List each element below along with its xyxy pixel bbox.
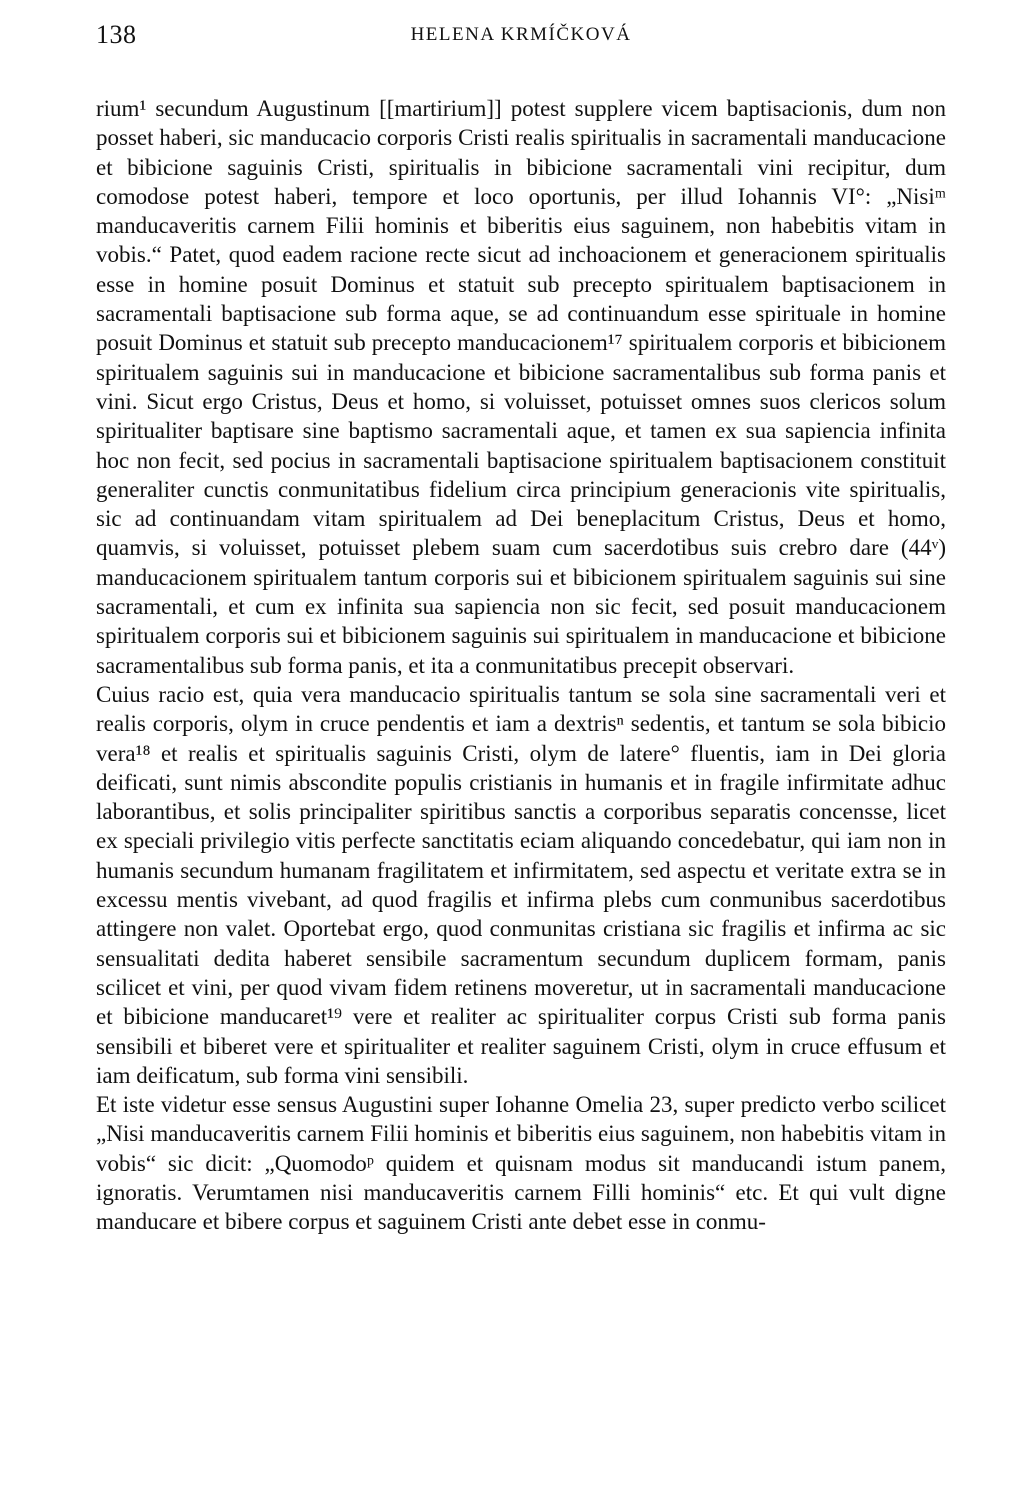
page-number: 138: [96, 20, 137, 49]
running-head: [96, 0, 946, 70]
paragraph: Et iste videtur esse sensus Augustini super Iohanne Omelia 23, super predicto verbo scilicet „Nisi manducaveritis carnem Filii hominis et biberitis eius saguinem, non habebitis vitam in vobis“ sic dicit: „Quomodoᵖ quidem et quisnam modus sit manducandi istum panem, ignoratis. Verumtamen nisi manducaveritis carnem Filli hominis“ etc. Et qui vult digne manducare et bibere corpus et saguinem Cristi ante debet esse in conmu-: [96, 1092, 946, 1235]
paragraph: Cuius racio est, quia vera manducacio spiritualis tantum se sola sine sacramentali veri et realis corporis, olym in cruce pendentis et iam a dextrisⁿ sedentis, et tantum se sola bibicio vera¹⁸ et realis et spiritualis saguinis Cristi, olym de latere° fluentis, iam in Dei gloria deificati, sunt nimis abscondite populis cristianis in humanis et in fragile infirmitate adhuc laborantibus, et solis principaliter spiritibus sanctis a corporibus separatis concensse, licet ex speciali privilegio vitis perfecte sanctitatis eciam aliquando concedebatur, qui iam non in humanis secundum humanam fragilitatem et infirmitatem, sed aspectu et veritate extra se in excessu mentis vivebant, ad quod fragilis et infirma plebs cum conmunibus sacerdotibus attingere non valet. Oportebat ergo, quod conmunitas cristiana sic fragilis et infirma ac sic sensualitati dedita haberet sensibile sacramentum secundum duplicem formam, panis scilicet et vini, per quod vivam fidem retinens moveretur, ut in sacramentali manducacione et bibicione manducaret¹⁹ vere et realiter ac spiritualiter corpus Cristi sub forma panis sensibili et biberet vere et spiritualiter et realiter saguinem Cristi, olym in cruce effusum et iam deificatum, sub forma vini sensibili.: [96, 681, 946, 1088]
paragraph: rium¹ secundum Augustinum [[martirium]] potest supplere vicem baptisacionis, dum non posset haberi, sic manducacio corporis Cristi realis spiritualis in sacramentali manducacione et bibicione saguinis Cristi, spiritualis in bibicione sacramentali vini recipitur, dum comodose potest haberi, tempore et loco oportunis, per illud Iohannis VI°: „Nisiᵐ manducaveritis carnem Filii hominis et biberitis eius saguinem, non habebitis vitam in vobis.“ Patet, quod eadem racione recte sicut ad inchoacionem et generacionem spiritualis esse in homine posuit Dominus et statuit sub precepto spiritualem baptisacionem in sacramentali baptisacione sub forma aque, se ad continuandum esse spirituale in homine posuit Dominus et statuit sub precepto manducacionem¹⁷ spiritualem corporis et bibicionem spiritualem saguinis sui in manducacione et bibicione sacramentalibus sub forma panis et vini. Sicut ergo Cristus, Deus et homo, si voluisset, potuisset omnes suos clericos solum spiritualiter baptisare sine baptismo sacramentali aque, et tamen ex sua sapiencia infinita hoc non fecit, sed pocius in sacramentali baptisacione spiritualem baptisacionem constituit generaliter cunctis conmunitatibus fidelium circa principium generacionis vite spiritualis, sic ad continuandam vitam spiritualem ad Dei beneplacitum Cristus, Deus et homo, quamvis, si voluisset, potuisset plebem suam cum sacerdotibus suis crebro dare (44ᵛ) manducacionem spiritualem tantum corporis sui et bibicionem spiritualem saguinis sui sine sacramentali, et cum ex infinita sua sapiencia non sic fecit, sed posuit manducacionem spiritualem corporis sui et bibicionem saguinis sui spiritualem in manducacione et bibicione sacramentalibus sub forma panis, et ita a conmunitatibus precepit observari.: [96, 96, 946, 678]
running-head-author: HELENA KRMÍČKOVÁ: [410, 24, 632, 45]
body-text: [96, 94, 946, 1237]
book-page: [96, 0, 946, 1237]
